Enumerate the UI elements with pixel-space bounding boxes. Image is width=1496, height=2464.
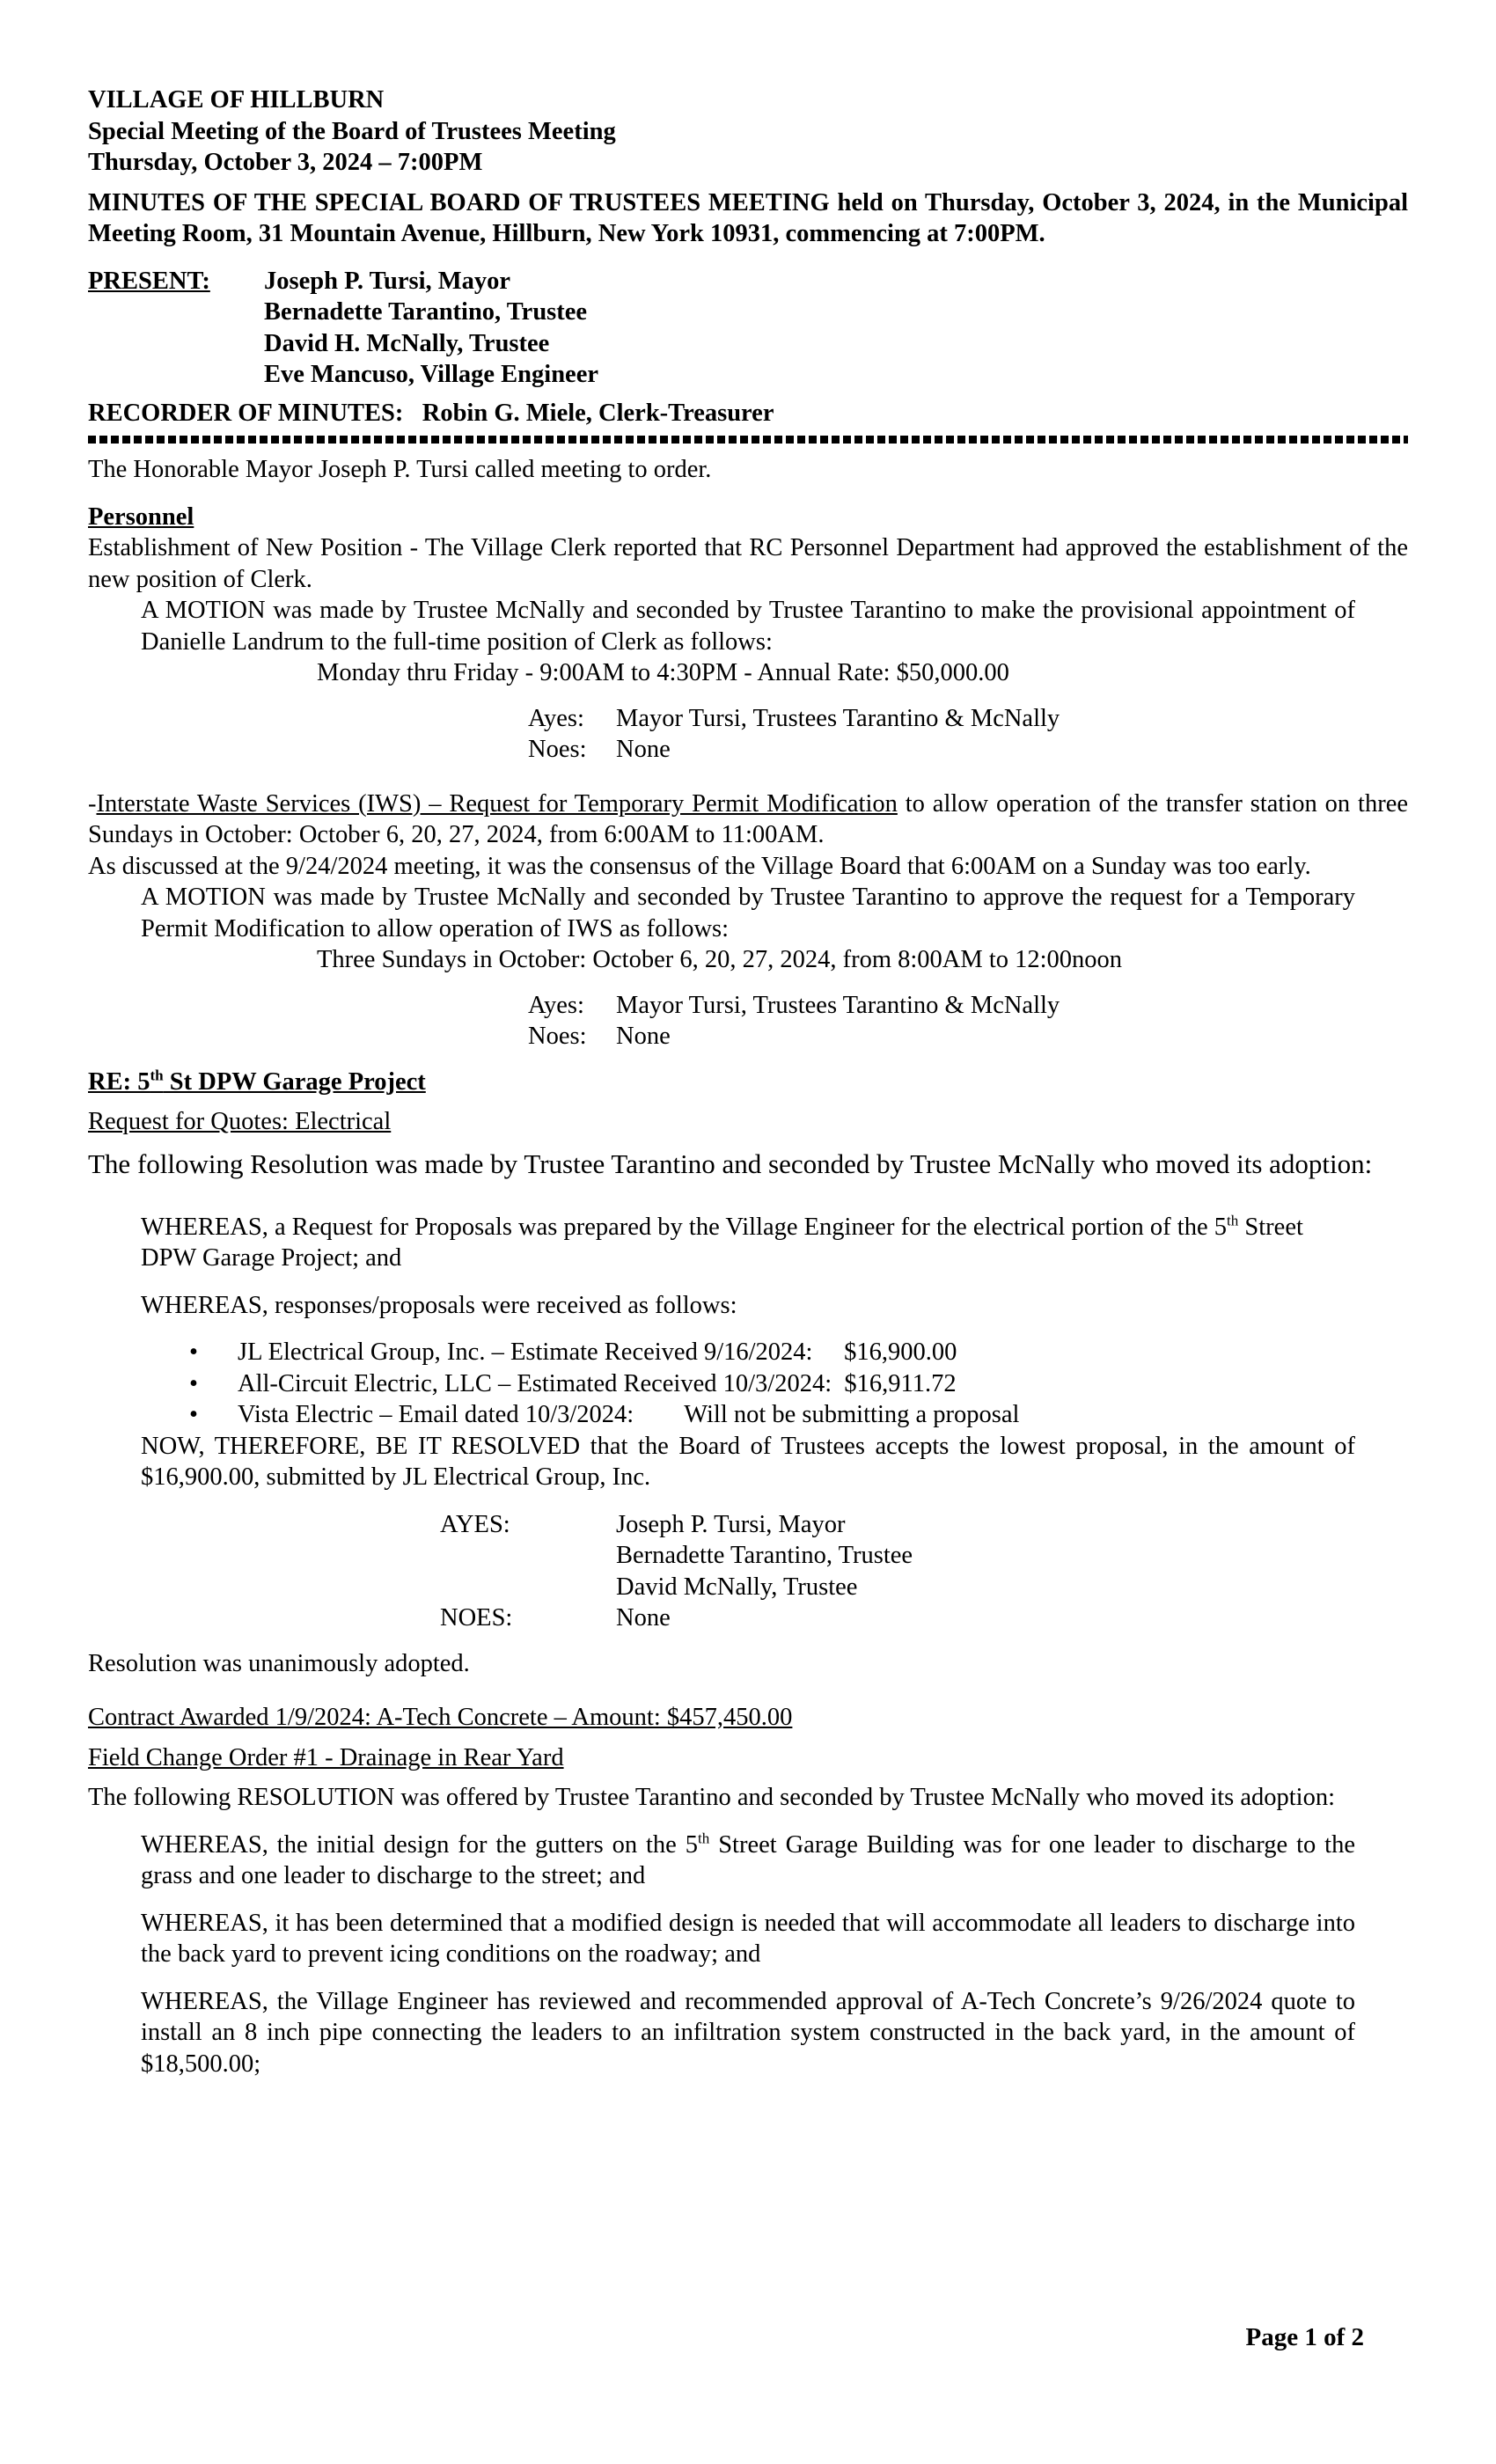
personnel-motion: [141, 595, 1355, 657]
ayes-label: Ayes:: [528, 991, 584, 1019]
resolution-intro: The following Resolution was made by Trustee Tarantino and seconded by Trustee McNally who moved its adoption:: [88, 1148, 1373, 1179]
present-label: PRESENT:: [88, 267, 210, 295]
iws-discussion: As discussed at the 9/24/2024 meeting, it was the consensus of the Village Board that 6:00AM on a Sunday was too early.: [88, 852, 1311, 880]
spacer: [88, 1052, 1408, 1067]
proposal-amount: $16,900.00: [844, 1338, 957, 1366]
list-item: [189, 1399, 1355, 1431]
dashed-separator: [88, 436, 1408, 444]
personnel-text: Establishment of New Position - The Village Clerk reported that RC Personnel Department had approved the establishment of the new position of Clerk.: [88, 534, 1408, 593]
whereas-engineer-review: WHEREAS, the Village Engineer has reviewed and recommended approval of A-Tech Concrete’s 9/26/2024 quote to install an 8 inch pipe connecting the leaders to an infiltration system constructed in the back yard, in the amount of $18,500.00;: [141, 1987, 1355, 2078]
noes-value: None: [616, 1023, 671, 1050]
whereas-modified-design: WHEREAS, it has been determined that a modified design is needed that will accommodate all leaders to discharge into the back yard to prevent icing conditions on the roadway; and: [141, 1909, 1355, 1968]
personnel-motion-block: [88, 595, 1408, 657]
noes-label: NOES:: [440, 1604, 513, 1632]
garage-heading-pre: RE: 5: [88, 1067, 150, 1096]
proposal-list: [141, 1337, 1355, 1431]
call-to-order: The Honorable Mayor Joseph P. Tursi called meeting to order.: [88, 456, 712, 483]
iws-heading: Interstate Waste Services (IWS) – Request for Temporary Permit Modification: [96, 789, 898, 818]
whereas-gutters: [141, 1830, 1355, 1892]
ayes-label: Ayes:: [528, 704, 584, 732]
proposal-amount: $16,911.72: [844, 1369, 957, 1397]
personnel-heading: Personnel: [88, 502, 194, 531]
org-title: VILLAGE OF HILLBURN: [88, 86, 385, 114]
ayes-value: Mayor Tursi, Trustees Tarantino & McNally: [616, 991, 1060, 1019]
present-member: Eve Mancuso, Village Engineer: [264, 361, 598, 388]
page-number: Page 1 of 2: [1245, 2323, 1364, 2351]
list-item: [189, 1337, 1355, 1368]
change-order-resolution: [88, 1830, 1408, 2080]
present-member: Joseph P. Tursi, Mayor: [264, 267, 511, 295]
iws-text: to allow operation of the transfer station on three Sundays in October: October 6, 20, 27, 2024, from 6:00AM to 11:00AM.: [88, 789, 1408, 848]
resolution-adopted: Resolution was unanimously adopted.: [88, 1649, 470, 1677]
ayes-value: David McNally, Trustee: [616, 1573, 858, 1601]
spacer: [88, 689, 1408, 703]
personnel-vote: [528, 703, 1408, 766]
iws-prefix: -: [88, 789, 97, 818]
noes-value: None: [616, 1604, 671, 1632]
bullet-icon: •: [189, 1338, 198, 1366]
spacer: [88, 1198, 1408, 1212]
rfq-heading: Request for Quotes: Electrical: [88, 1108, 392, 1135]
noes-value: None: [616, 736, 671, 763]
ayes-value: Mayor Tursi, Trustees Tarantino & McNally: [616, 704, 1060, 732]
whereas-responses: WHEREAS, responses/proposals were received as follows:: [141, 1291, 737, 1319]
iws-motion-block: [88, 882, 1408, 944]
garage-heading: [88, 1067, 1408, 1098]
present-member: David H. McNally, Trustee: [264, 329, 550, 357]
minutes-intro: MINUTES OF THE SPECIAL BOARD OF TRUSTEES MEETING held on Thursday, October 3, 2024, in the Municipal Meeting Room, 31 Mountain Avenue, Hillburn, New York 10931, commencing at 7:00PM.: [88, 188, 1408, 247]
ayes-label: AYES:: [440, 1510, 510, 1538]
iws-schedule: Three Sundays in October: October 6, 20, 27, 2024, from 8:00AM to 12:00noon: [317, 946, 1123, 973]
whereas-gutters-sup: th: [697, 1830, 710, 1846]
iws-vote: [528, 990, 1408, 1052]
personnel-schedule: Monday thru Friday - 9:00AM to 4:30PM - Annual Rate: $50,000.00: [317, 659, 1009, 686]
resolved-clause: NOW, THEREFORE, BE IT RESOLVED that the Board of Trustees accepts the lowest proposal, in the amount of $16,900.00, submitted by JL Electrical Group, Inc.: [141, 1432, 1355, 1491]
whereas-rfp-pre: WHEREAS, a Request for Proposals was prepared by the Village Engineer for the electrical portion of the 5: [141, 1213, 1227, 1241]
garage-heading-post: St DPW Garage Project: [163, 1067, 426, 1096]
spacer: [88, 976, 1408, 990]
iws-paragraph: [88, 788, 1408, 851]
electrical-vote: [440, 1509, 1408, 1634]
noes-label: Noes:: [528, 736, 587, 763]
spacer: [88, 1679, 1408, 1702]
proposal-amount: Will not be submitting a proposal: [684, 1401, 1020, 1428]
electrical-resolution: [88, 1212, 1408, 1493]
proposal-name: JL Electrical Group, Inc. – Estimate Received 9/16/2024:: [238, 1338, 813, 1366]
recorder-line: RECORDER OF MINUTES: Robin G. Miele, Clerk-Treasurer: [88, 399, 774, 427]
proposal-name: Vista Electric – Email dated 10/3/2024:: [238, 1401, 634, 1428]
whereas-rfp: [141, 1212, 1355, 1274]
meeting-type: Special Meeting of the Board of Trustees Meeting: [88, 117, 616, 145]
iws-motion: A MOTION was made by Trustee McNally and seconded by Trustee Tarantino to approve the request for a Temporary Permit Modification to allow operation of IWS as follows:: [141, 884, 1355, 942]
present-block: [88, 266, 1408, 391]
contract-awarded: Contract Awarded 1/9/2024: A-Tech Concrete – Amount: $457,450.00: [88, 1704, 793, 1731]
present-list: [264, 266, 598, 391]
present-member: Bernadette Tarantino, Trustee: [264, 298, 588, 326]
change-order-heading: Field Change Order #1 - Drainage in Rear Yard: [88, 1743, 564, 1771]
whereas-gutters-post: Street Garage Building was for one leader to discharge to the grass and one leader to discharge to the street; and: [141, 1830, 1355, 1889]
whereas-rfp-sup: th: [1226, 1212, 1239, 1228]
whereas-rfp-post: Street DPW Garage Project; and: [141, 1213, 1303, 1272]
noes-label: Noes:: [528, 1023, 587, 1050]
whereas-gutters-pre: WHEREAS, the initial design for the gutters on the 5: [141, 1830, 698, 1859]
change-order-intro: The following RESOLUTION was offered by Trustee Tarantino and seconded by Trustee McNally who moved its adoption:: [88, 1784, 1336, 1811]
list-item: [189, 1368, 1355, 1400]
ayes-value: Joseph P. Tursi, Mayor: [616, 1510, 846, 1538]
bullet-icon: •: [189, 1401, 198, 1428]
spacer: [88, 766, 1408, 788]
ayes-value: Bernadette Tarantino, Trustee: [616, 1542, 913, 1569]
meeting-date: Thursday, October 3, 2024 – 7:00PM: [88, 149, 483, 176]
personnel-motion-text: A MOTION was made by Trustee McNally and seconded by Trustee Tarantino to make the provisional appointment of Danielle Landrum to the full-time position of Clerk as follows:: [141, 597, 1355, 656]
garage-heading-sup: th: [150, 1067, 164, 1083]
bullet-icon: •: [189, 1369, 198, 1397]
spacer: [88, 1634, 1408, 1648]
proposal-name: All-Circuit Electric, LLC – Estimated Received 10/3/2024:: [238, 1369, 832, 1397]
minutes-content: [88, 84, 1408, 2079]
